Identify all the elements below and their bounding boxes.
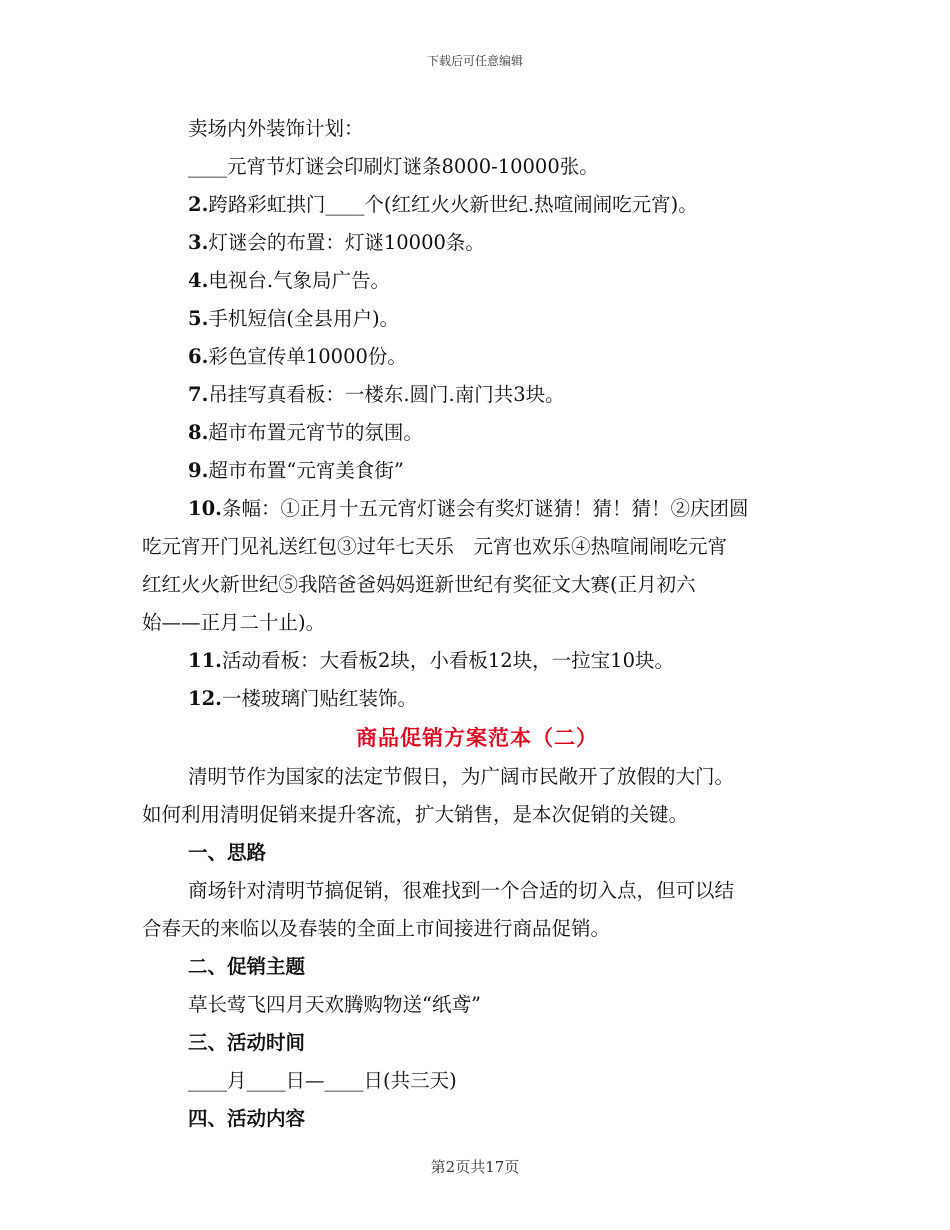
- list-item-number: 6.: [188, 345, 209, 368]
- list-item: [142, 338, 812, 376]
- list-item: [142, 414, 812, 452]
- list-item: [142, 186, 812, 224]
- list-item-text: 活动看板：大看板2块，小看板12块，一拉宝10块。: [221, 649, 674, 672]
- list-item-number: 8.: [188, 421, 209, 444]
- approach-line: 合春天的来临以及春装的全面上市间接进行商品促销。: [142, 917, 611, 940]
- time-text: ____月____日—____日(共三天): [188, 1069, 457, 1092]
- list-item: [142, 376, 812, 414]
- list-item-text: 条幅：①正月十五元宵灯谜会有奖灯谜猜！猜！猜！②庆团圆: [221, 497, 749, 520]
- list-item-text: 彩色宣传单10000份。: [208, 345, 407, 368]
- list-item: [142, 642, 812, 680]
- list-item-text: 手机短信(全县用户)。: [208, 307, 400, 330]
- list-item-number: 12.: [188, 687, 222, 710]
- list-item: [142, 262, 812, 300]
- heading-theme: 二、促销主题: [188, 955, 306, 978]
- banner-item-line: [142, 490, 812, 528]
- list-item-text: 超市布置元宵节的氛围。: [208, 421, 423, 444]
- approach-line: 商场针对清明节搞促销，很难找到一个合适的切入点，但可以结: [188, 879, 735, 902]
- list-item-number: 11.: [188, 649, 222, 672]
- list-item-number: 2.: [188, 193, 209, 216]
- list-item-text: 吊挂写真看板：一楼东.圆门.南门共3块。: [208, 383, 565, 406]
- banner-item-line: 红红火火新世纪⑤我陪爸爸妈妈逛新世纪有奖征文大赛(正月初六: [142, 573, 696, 596]
- heading-approach: 一、思路: [188, 841, 267, 864]
- list-item: [142, 452, 812, 490]
- section-title: 商品促销方案范本（二）: [356, 725, 598, 750]
- list-item-text: 跨路彩虹拱门____个(红红火火新世纪.热喧闹闹吃元宵)。: [208, 193, 698, 216]
- list-item: [142, 680, 812, 718]
- list-item-text: 电视台.气象局广告。: [208, 269, 391, 292]
- list-item-number: 7.: [188, 383, 209, 406]
- intro-line: 清明节作为国家的法定节假日，为广阔市民敞开了放假的大门。: [188, 765, 735, 788]
- list-item: [142, 224, 812, 262]
- document-body: [142, 110, 812, 1138]
- list-item: [142, 300, 812, 338]
- list-item-number: 5.: [188, 307, 209, 330]
- intro-line: 如何利用清明促销来提升客流，扩大销售，是本次促销的关键。: [142, 803, 689, 826]
- heading-time: 三、活动时间: [188, 1031, 306, 1054]
- banner-item-line: 始——正月二十止)。: [142, 611, 326, 634]
- list-item-text: 超市布置“元宵美食街”: [208, 459, 404, 482]
- theme-text: 草长莺飞四月天欢腾购物送“纸鸢”: [188, 993, 481, 1016]
- decoration-plan-intro: 卖场内外装饰计划：: [188, 117, 364, 140]
- list-item-number: 3.: [188, 231, 209, 254]
- page-footer: 第2页共17页: [430, 1158, 520, 1176]
- heading-content: 四、活动内容: [188, 1107, 306, 1130]
- list-item-text: 一楼玻璃门贴红装饰。: [221, 687, 417, 710]
- banner-item-line: 吃元宵开门见礼送红包③过年七天乐 元宵也欢乐④热喧闹闹吃元宵: [142, 535, 728, 558]
- list-item-number: 4.: [188, 269, 209, 292]
- list-item-text: 灯谜会的布置：灯谜10000条。: [208, 231, 485, 254]
- lantern-riddle-line: ____元宵节灯谜会印刷灯谜条8000-10000张。: [188, 155, 599, 178]
- list-item-number: 9.: [188, 459, 209, 482]
- page-header: 下载后可任意编辑: [426, 54, 523, 68]
- list-item-number: 10.: [188, 497, 222, 520]
